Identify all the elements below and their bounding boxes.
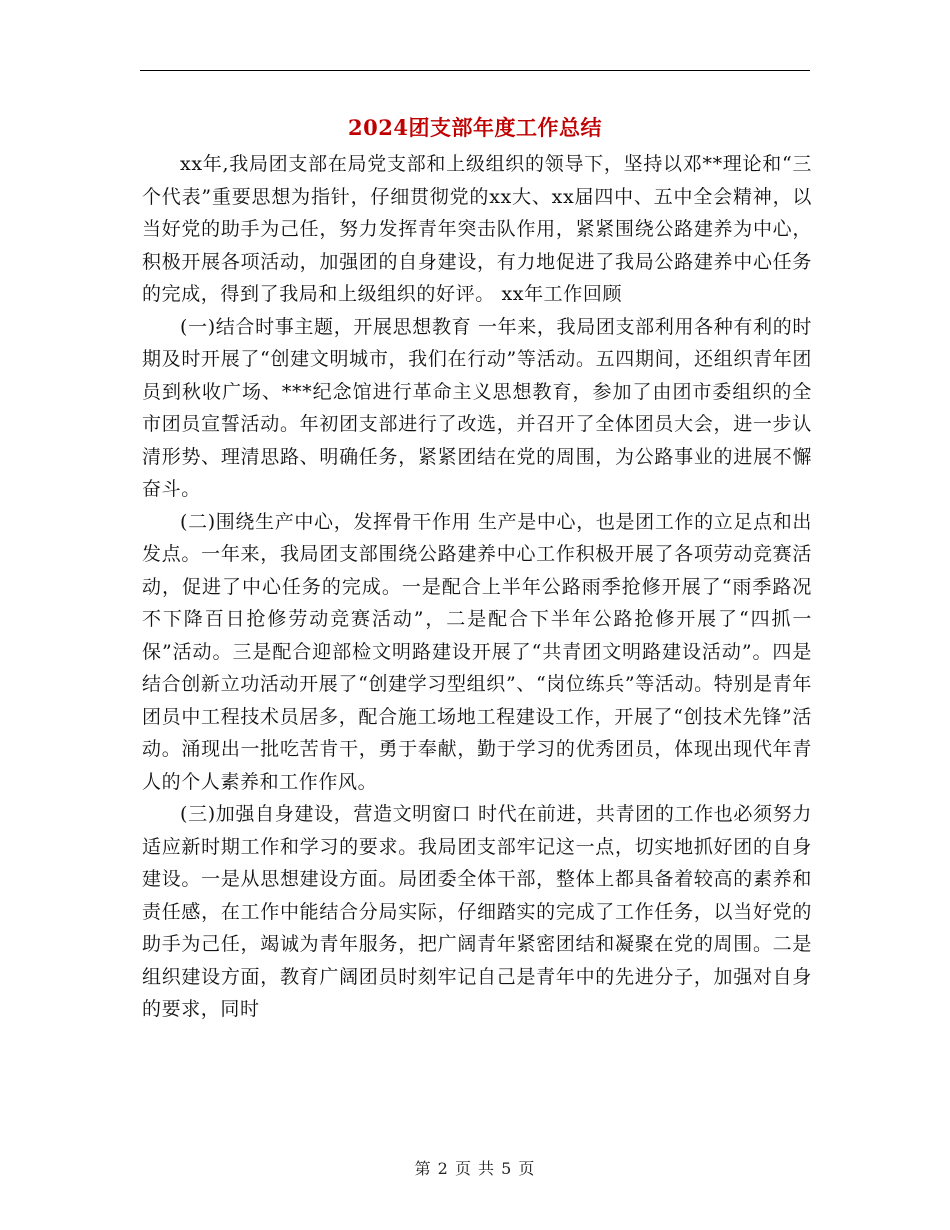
- paragraph-section-3: (三)加强自身建设，营造文明窗口 时代在前进，共青团的工作也必须努力适应新时期工作和学习的要求。我局团支部牢记这一点，切实地抓好团的自身建设。一是从思想建设方面。局团委全体干部，整体上都具备着较高的素养和责任感，在工作中能结合分局实际，仔细踏实的完成了工作任务，以当好党的助手为己任，竭诚为青年服务，把广阔青年紧密团结和凝聚在党的周围。二是组织建设方面，教育广阔团员时刻牢记自己是青年中的先进分子，加强对自身的要求，同时: [142, 803, 812, 1020]
- document-body: [142, 148, 812, 1026]
- page-number: 第 2 页 共 5 页: [414, 1159, 536, 1178]
- paragraph-section-1: (一)结合时事主题，开展思想教育 一年来，我局团支部利用各种有利的时期及时开展了“创建文明城市，我们在行动”等活动。五四期间，还组织青年团员到秋收广场、***纪念馆进行革命主义思想教育，参加了由团市委组织的全市团员宣誓活动。年初团支部进行了改选，并召开了全体团员大会，进一步认清形势、理清思路、明确任务，紧紧团结在党的周围，为公路事业的进展不懈奋斗。: [142, 315, 812, 500]
- header-rule: [140, 70, 810, 71]
- document-title: 2024团支部年度工作总结: [348, 115, 602, 140]
- paragraph-intro: xx年,我局团支部在局党支部和上级组织的领导下，坚持以邓**理论和“三个代表”重要思想为指针，仔细贯彻党的xx大、xx届四中、五中全会精神，以当好党的助手为己任，努力发挥青年突击队作用，紧紧围绕公路建养为中心，积极开展各项活动，加强团的自身建设，有力地促进了我局公路建养中心任务的完成，得到了我局和上级组织的好评。 xx年工作回顾: [142, 153, 812, 305]
- paragraph-section-2: (二)围绕生产中心，发挥骨干作用 生产是中心，也是团工作的立足点和出发点。一年来，我局团支部围绕公路建养中心工作积极开展了各项劳动竞赛活动，促进了中心任务的完成。一是配合上半年公路雨季抢修开展了“雨季路况不下降百日抢修劳动竞赛活动”，二是配合下半年公路抢修开展了“四抓一保”活动。三是配合迎部检文明路建设开展了“共青团文明路建设活动”。四是结合创新立功活动开展了“创建学习型组织”、“岗位练兵”等活动。特别是青年团员中工程技术员居多，配合施工场地工程建设工作，开展了“创技术先锋”活动。涌现出一批吃苦肯干，勇于奉献，勤于学习的优秀团员，体现出现代年青人的个人素养和工作作风。: [142, 510, 812, 793]
